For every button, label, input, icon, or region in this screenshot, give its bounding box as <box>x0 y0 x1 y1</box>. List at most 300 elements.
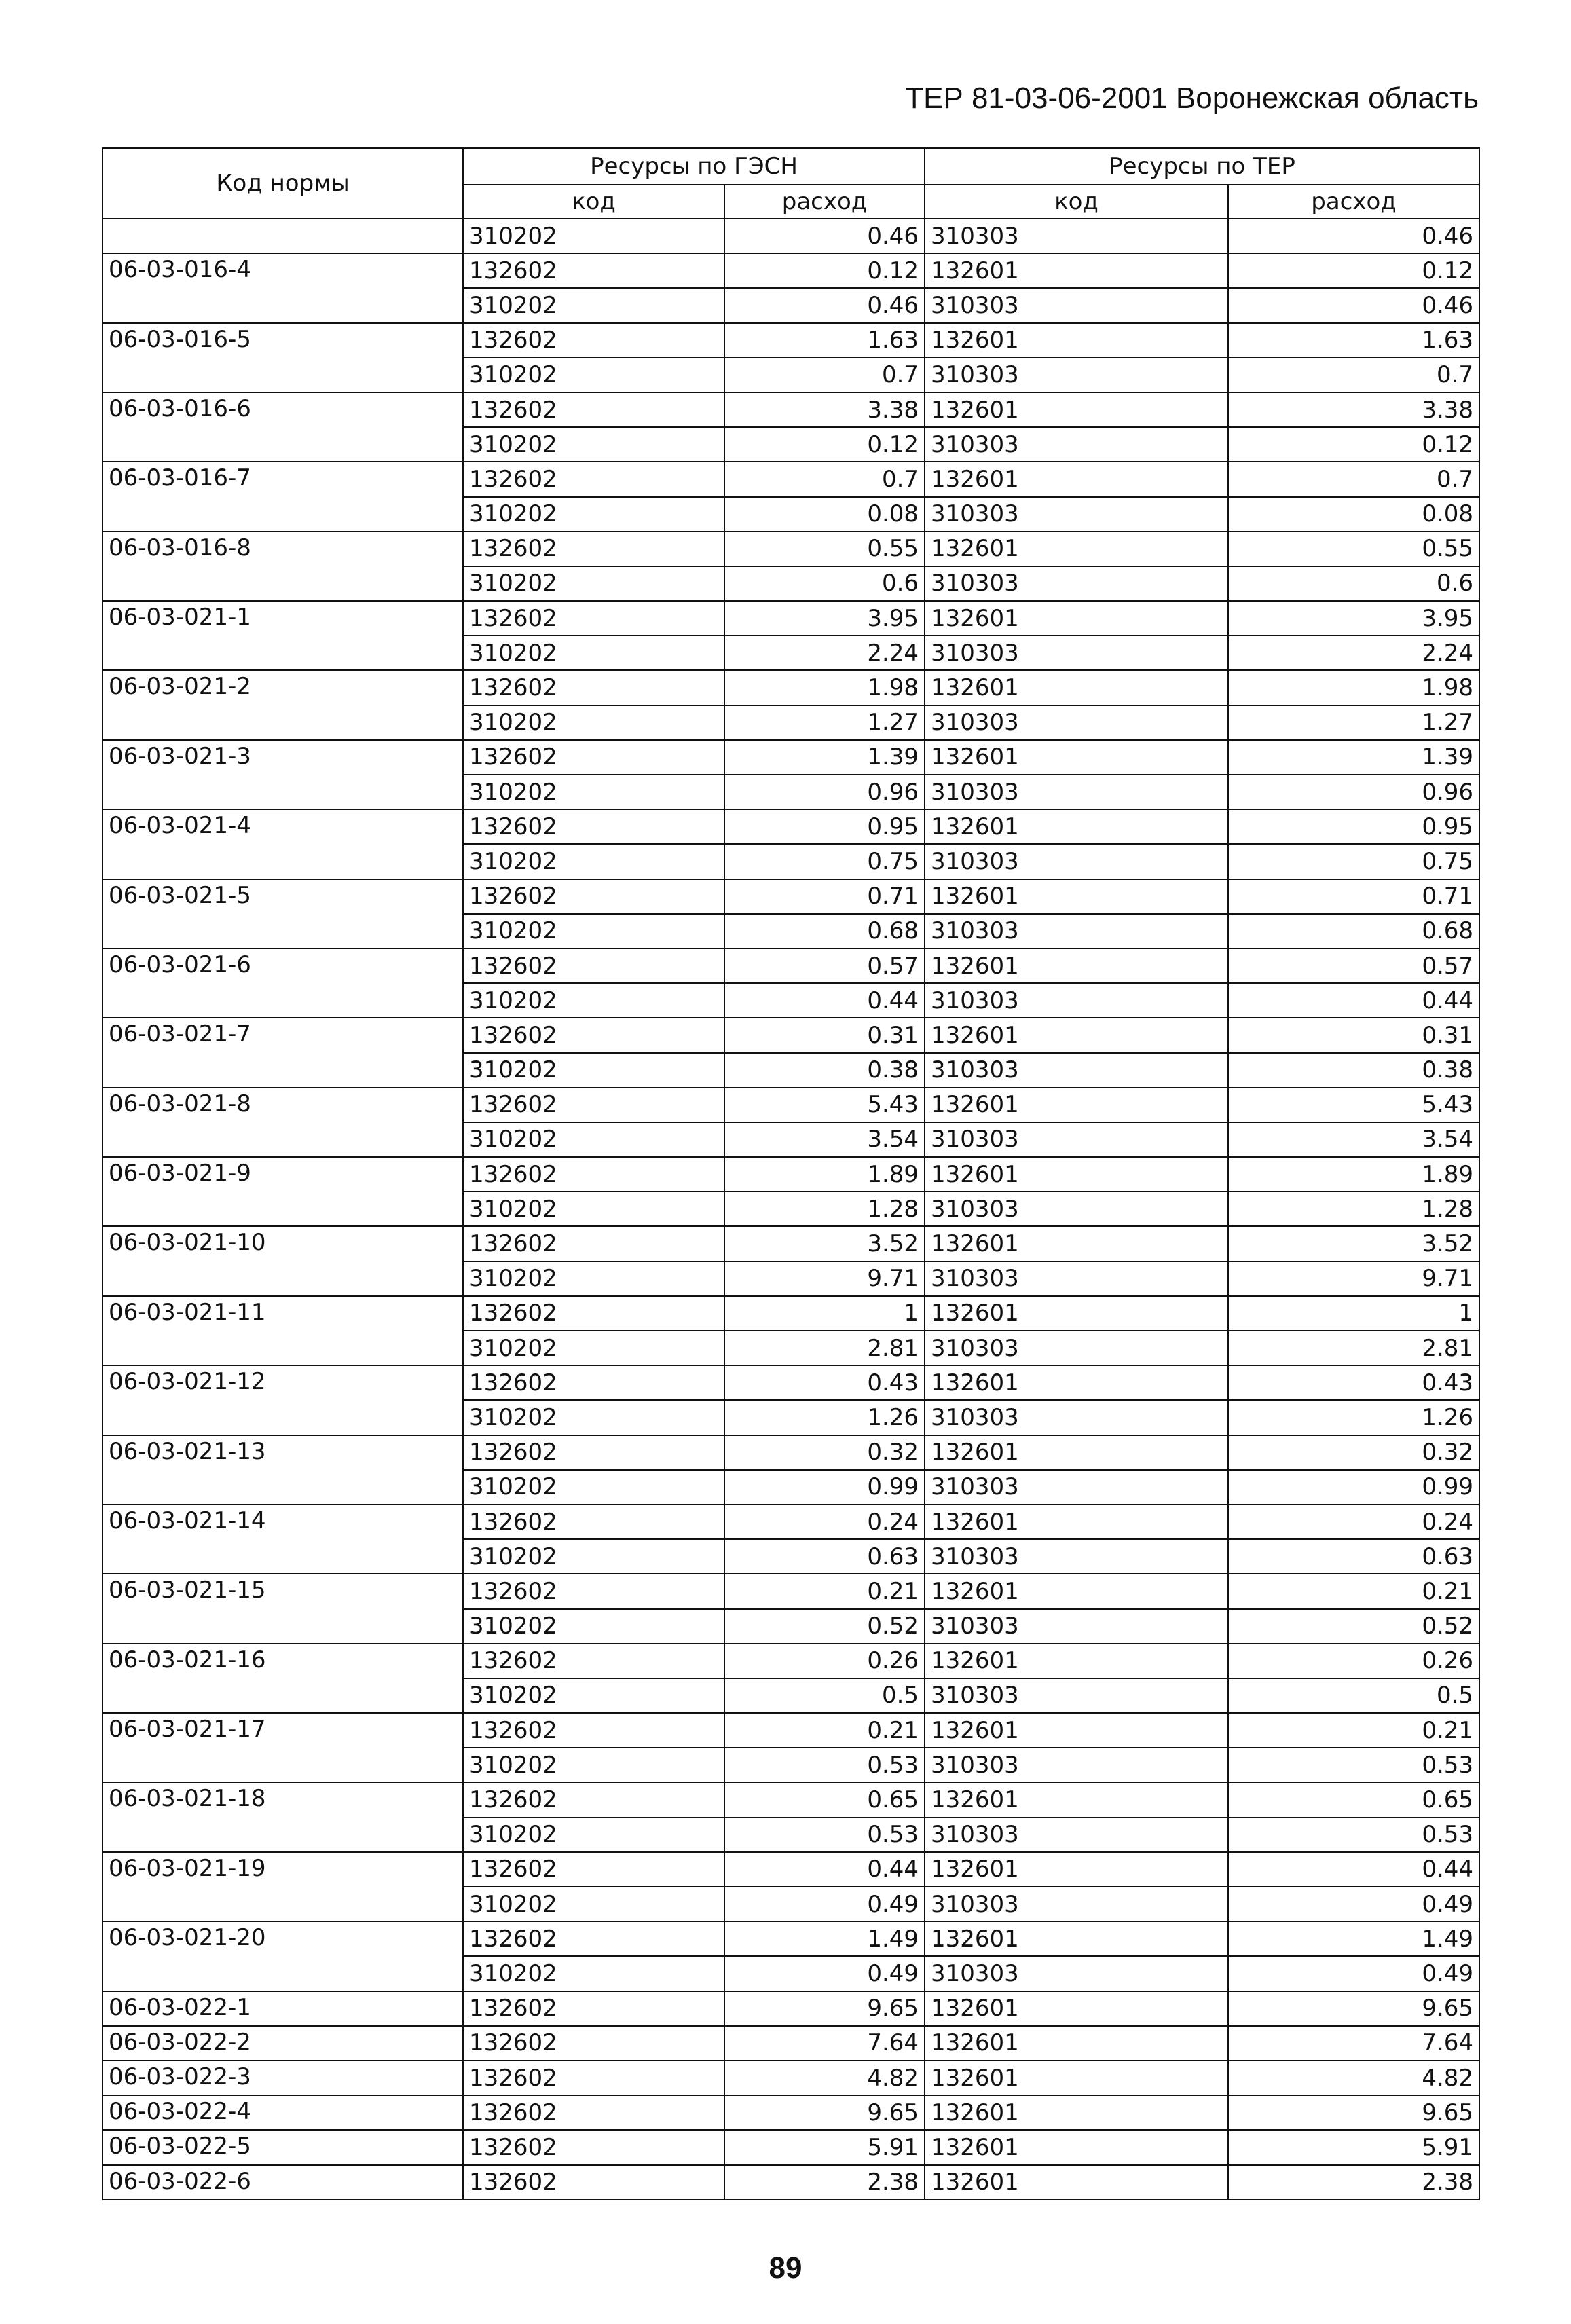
ter-code-cell: 310303 <box>925 1748 1228 1782</box>
ter-rate-cell: 2.38 <box>1228 2165 1479 2200</box>
gesn-code-cell: 132602 <box>463 253 724 288</box>
norm-code-cell: 06-03-021-2 <box>103 670 463 739</box>
ter-rate-cell: 0.75 <box>1228 844 1479 879</box>
ter-rate-cell: 0.31 <box>1228 1018 1479 1052</box>
gesn-code-cell: 132602 <box>463 1921 724 1956</box>
ter-rate-cell: 0.24 <box>1228 1505 1479 1539</box>
gesn-code-cell: 132602 <box>463 1226 724 1261</box>
gesn-rate-cell: 0.6 <box>724 566 925 601</box>
norm-code-cell: 06-03-021-9 <box>103 1157 463 1226</box>
table-row <box>103 879 1479 914</box>
gesn-rate-cell: 0.08 <box>724 497 925 532</box>
gesn-code-cell: 310202 <box>463 983 724 1018</box>
gesn-rate-cell: 1 <box>724 1296 925 1331</box>
ter-rate-cell: 0.63 <box>1228 1539 1479 1574</box>
ter-rate-cell: 2.81 <box>1228 1331 1479 1365</box>
gesn-code-cell: 310202 <box>463 914 724 948</box>
gesn-code-cell: 132602 <box>463 1157 724 1192</box>
ter-code-cell: 310303 <box>925 219 1228 253</box>
gesn-rate-cell: 1.49 <box>724 1921 925 1956</box>
gesn-code-cell: 310202 <box>463 497 724 532</box>
ter-rate-cell: 0.53 <box>1228 1748 1479 1782</box>
gesn-rate-cell: 0.53 <box>724 1748 925 1782</box>
ter-rate-cell: 9.65 <box>1228 2095 1479 2130</box>
ter-code-cell: 310303 <box>925 1400 1228 1435</box>
gesn-code-cell: 310202 <box>463 1192 724 1226</box>
ter-code-cell: 132601 <box>925 1226 1228 1261</box>
norm-code-cell: 06-03-022-1 <box>103 1991 463 2026</box>
gesn-code-cell: 132602 <box>463 879 724 914</box>
ter-rate-cell: 0.7 <box>1228 358 1479 392</box>
gesn-code-cell: 310202 <box>463 1122 724 1157</box>
ter-code-cell: 132601 <box>925 2026 1228 2061</box>
gesn-rate-cell: 0.95 <box>724 809 925 844</box>
ter-rate-cell: 0.49 <box>1228 1956 1479 1991</box>
ter-code-cell: 310303 <box>925 914 1228 948</box>
gesn-rate-cell: 5.43 <box>724 1088 925 1122</box>
gesn-code-cell: 310202 <box>463 288 724 322</box>
table-row <box>103 532 1479 566</box>
norm-code-cell: 06-03-021-18 <box>103 1782 463 1851</box>
gesn-rate-cell: 1.63 <box>724 323 925 358</box>
ter-rate-cell: 1.63 <box>1228 323 1479 358</box>
ter-rate-cell: 0.08 <box>1228 497 1479 532</box>
gesn-rate-cell: 1.98 <box>724 670 925 705</box>
norm-code-cell: 06-03-021-4 <box>103 809 463 879</box>
ter-rate-cell: 0.32 <box>1228 1435 1479 1470</box>
table-row <box>103 1365 1479 1400</box>
table-body <box>103 219 1479 2200</box>
norm-code-cell: 06-03-016-7 <box>103 462 463 531</box>
norm-code-cell: 06-03-016-4 <box>103 253 463 322</box>
ter-code-cell: 310303 <box>925 288 1228 322</box>
ter-rate-cell: 1.39 <box>1228 740 1479 775</box>
gesn-code-cell: 310202 <box>463 1678 724 1713</box>
gesn-code-cell: 310202 <box>463 1400 724 1435</box>
ter-code-cell: 132601 <box>925 1296 1228 1331</box>
ter-rate-cell: 1 <box>1228 1296 1479 1331</box>
ter-rate-cell: 0.21 <box>1228 1574 1479 1608</box>
gesn-rate-cell: 0.21 <box>724 1713 925 1748</box>
gesn-rate-cell: 9.65 <box>724 2095 925 2130</box>
gesn-code-cell: 310202 <box>463 1261 724 1296</box>
table-row <box>103 2026 1479 2061</box>
gesn-code-cell: 132602 <box>463 323 724 358</box>
norm-code-cell <box>103 219 463 253</box>
ter-code-cell: 310303 <box>925 1331 1228 1365</box>
table-row <box>103 1921 1479 1956</box>
gesn-rate-cell: 4.82 <box>724 2061 925 2095</box>
gesn-rate-cell: 0.32 <box>724 1435 925 1470</box>
ter-rate-cell: 3.38 <box>1228 392 1479 427</box>
ter-rate-cell: 0.44 <box>1228 983 1479 1018</box>
ter-rate-cell: 0.26 <box>1228 1644 1479 1678</box>
ter-rate-cell: 3.54 <box>1228 1122 1479 1157</box>
norm-code-cell: 06-03-022-6 <box>103 2165 463 2200</box>
gesn-code-cell: 310202 <box>463 219 724 253</box>
norm-code-cell: 06-03-021-19 <box>103 1852 463 1921</box>
gesn-rate-cell: 0.96 <box>724 775 925 809</box>
ter-code-cell: 310303 <box>925 497 1228 532</box>
table-row <box>103 2095 1479 2130</box>
gesn-code-cell: 132602 <box>463 532 724 566</box>
ter-rate-cell: 0.46 <box>1228 288 1479 322</box>
gesn-code-cell: 132602 <box>463 1852 724 1887</box>
gesn-code-cell: 132602 <box>463 1782 724 1817</box>
gesn-code-cell: 132602 <box>463 1574 724 1608</box>
gesn-rate-cell: 0.99 <box>724 1470 925 1505</box>
ter-rate-cell: 0.44 <box>1228 1852 1479 1887</box>
ter-code-cell: 132601 <box>925 1852 1228 1887</box>
ter-code-cell: 132601 <box>925 948 1228 983</box>
ter-code-cell: 132601 <box>925 462 1228 496</box>
ter-code-cell: 132601 <box>925 323 1228 358</box>
gesn-code-cell: 132602 <box>463 1296 724 1331</box>
ter-rate-cell: 4.82 <box>1228 2061 1479 2095</box>
norm-code-cell: 06-03-021-1 <box>103 601 463 670</box>
ter-rate-cell: 9.71 <box>1228 1261 1479 1296</box>
ter-code-cell: 310303 <box>925 1470 1228 1505</box>
ter-code-cell: 132601 <box>925 601 1228 635</box>
ter-code-cell: 310303 <box>925 635 1228 670</box>
ter-rate-cell: 0.68 <box>1228 914 1479 948</box>
gesn-code-cell: 132602 <box>463 1435 724 1470</box>
norm-code-cell: 06-03-021-7 <box>103 1018 463 1087</box>
col-header-gesn-code: код <box>463 185 724 219</box>
gesn-rate-cell: 0.7 <box>724 358 925 392</box>
ter-code-cell: 310303 <box>925 983 1228 1018</box>
ter-rate-cell: 0.57 <box>1228 948 1479 983</box>
gesn-rate-cell: 1.26 <box>724 1400 925 1435</box>
gesn-rate-cell: 3.38 <box>724 392 925 427</box>
ter-rate-cell: 0.65 <box>1228 1782 1479 1817</box>
gesn-rate-cell: 0.55 <box>724 532 925 566</box>
table-row <box>103 2130 1479 2164</box>
ter-code-cell: 132601 <box>925 809 1228 844</box>
gesn-rate-cell: 1.89 <box>724 1157 925 1192</box>
ter-code-cell: 310303 <box>925 705 1228 740</box>
gesn-code-cell: 132602 <box>463 1088 724 1122</box>
gesn-rate-cell: 0.49 <box>724 1956 925 1991</box>
ter-rate-cell: 0.99 <box>1228 1470 1479 1505</box>
ter-code-cell: 310303 <box>925 844 1228 879</box>
norm-code-cell: 06-03-021-13 <box>103 1435 463 1505</box>
norm-code-cell: 06-03-016-5 <box>103 323 463 392</box>
ter-rate-cell: 0.49 <box>1228 1887 1479 1921</box>
ter-code-cell: 132601 <box>925 253 1228 288</box>
gesn-code-cell: 132602 <box>463 601 724 635</box>
resources-table <box>102 147 1480 2200</box>
gesn-code-cell: 310202 <box>463 358 724 392</box>
ter-code-cell: 310303 <box>925 1956 1228 1991</box>
gesn-code-cell: 310202 <box>463 1818 724 1852</box>
table-row <box>103 1435 1479 1470</box>
ter-rate-cell: 1.28 <box>1228 1192 1479 1226</box>
ter-code-cell: 132601 <box>925 532 1228 566</box>
gesn-rate-cell: 0.52 <box>724 1609 925 1644</box>
norm-code-cell: 06-03-021-3 <box>103 740 463 809</box>
ter-code-cell: 310303 <box>925 358 1228 392</box>
table-row <box>103 1018 1479 1052</box>
gesn-rate-cell: 0.75 <box>724 844 925 879</box>
ter-rate-cell: 9.65 <box>1228 1991 1479 2026</box>
ter-code-cell: 132601 <box>925 670 1228 705</box>
ter-code-cell: 310303 <box>925 1053 1228 1088</box>
norm-code-cell: 06-03-022-3 <box>103 2061 463 2095</box>
ter-code-cell: 310303 <box>925 1609 1228 1644</box>
table-row <box>103 1574 1479 1608</box>
gesn-rate-cell: 9.65 <box>724 1991 925 2026</box>
gesn-code-cell: 132602 <box>463 2130 724 2164</box>
table-row <box>103 670 1479 705</box>
group-header-ter: Ресурсы по ТЕР <box>925 148 1479 185</box>
table-row <box>103 948 1479 983</box>
gesn-code-cell: 132602 <box>463 2165 724 2200</box>
gesn-rate-cell: 0.31 <box>724 1018 925 1052</box>
gesn-code-cell: 132602 <box>463 1713 724 1748</box>
norm-code-cell: 06-03-021-6 <box>103 948 463 1018</box>
table-row <box>103 1991 1479 2026</box>
ter-code-cell: 132601 <box>925 1991 1228 2026</box>
ter-rate-cell: 0.12 <box>1228 253 1479 288</box>
gesn-code-cell: 310202 <box>463 1539 724 1574</box>
gesn-rate-cell: 0.21 <box>724 1574 925 1608</box>
ter-rate-cell: 0.71 <box>1228 879 1479 914</box>
gesn-rate-cell: 0.44 <box>724 983 925 1018</box>
gesn-rate-cell: 0.38 <box>724 1053 925 1088</box>
norm-code-cell: 06-03-021-16 <box>103 1644 463 1713</box>
norm-code-cell: 06-03-021-12 <box>103 1365 463 1435</box>
gesn-code-cell: 132602 <box>463 670 724 705</box>
ter-code-cell: 132601 <box>925 2130 1228 2164</box>
ter-rate-cell: 7.64 <box>1228 2026 1479 2061</box>
table-row <box>103 2165 1479 2200</box>
table-row <box>103 1088 1479 1122</box>
table-row <box>103 809 1479 844</box>
gesn-rate-cell: 0.5 <box>724 1678 925 1713</box>
ter-code-cell: 132601 <box>925 1088 1228 1122</box>
norm-code-cell: 06-03-021-5 <box>103 879 463 948</box>
ter-code-cell: 310303 <box>925 1818 1228 1852</box>
ter-rate-cell: 0.21 <box>1228 1713 1479 1748</box>
table-row <box>103 392 1479 427</box>
gesn-code-cell: 132602 <box>463 462 724 496</box>
gesn-code-cell: 132602 <box>463 809 724 844</box>
ter-rate-cell: 1.98 <box>1228 670 1479 705</box>
gesn-code-cell: 310202 <box>463 1053 724 1088</box>
ter-rate-cell: 0.6 <box>1228 566 1479 601</box>
ter-code-cell: 132601 <box>925 1365 1228 1400</box>
ter-rate-cell: 5.43 <box>1228 1088 1479 1122</box>
gesn-rate-cell: 0.7 <box>724 462 925 496</box>
ter-code-cell: 132601 <box>925 2095 1228 2130</box>
gesn-rate-cell: 2.81 <box>724 1331 925 1365</box>
gesn-code-cell: 132602 <box>463 1991 724 2026</box>
gesn-code-cell: 310202 <box>463 775 724 809</box>
ter-code-cell: 132601 <box>925 392 1228 427</box>
ter-code-cell: 132601 <box>925 1574 1228 1608</box>
gesn-rate-cell: 1.27 <box>724 705 925 740</box>
ter-code-cell: 132601 <box>925 1921 1228 1956</box>
table-row <box>103 1852 1479 1887</box>
table-row <box>103 219 1479 253</box>
table-row <box>103 323 1479 358</box>
ter-rate-cell: 1.27 <box>1228 705 1479 740</box>
ter-code-cell: 310303 <box>925 566 1228 601</box>
gesn-code-cell: 310202 <box>463 1956 724 1991</box>
norm-code-cell: 06-03-021-20 <box>103 1921 463 1991</box>
ter-rate-cell: 0.38 <box>1228 1053 1479 1088</box>
ter-code-cell: 132601 <box>925 1644 1228 1678</box>
ter-code-cell: 310303 <box>925 1261 1228 1296</box>
norm-code-cell: 06-03-016-6 <box>103 392 463 462</box>
table-row <box>103 601 1479 635</box>
norm-code-cell: 06-03-021-11 <box>103 1296 463 1365</box>
table-row <box>103 462 1479 496</box>
gesn-rate-cell: 3.54 <box>724 1122 925 1157</box>
gesn-rate-cell: 0.65 <box>724 1782 925 1817</box>
ter-rate-cell: 5.91 <box>1228 2130 1479 2164</box>
table-row <box>103 740 1479 775</box>
gesn-code-cell: 132602 <box>463 1644 724 1678</box>
col-header-norm-code: Код нормы <box>103 148 463 219</box>
norm-code-cell: 06-03-021-15 <box>103 1574 463 1643</box>
col-header-gesn-rate: расход <box>724 185 925 219</box>
norm-code-cell: 06-03-022-2 <box>103 2026 463 2061</box>
gesn-code-cell: 132602 <box>463 740 724 775</box>
ter-code-cell: 310303 <box>925 1539 1228 1574</box>
gesn-rate-cell: 9.71 <box>724 1261 925 1296</box>
ter-rate-cell: 0.96 <box>1228 775 1479 809</box>
gesn-rate-cell: 0.46 <box>724 288 925 322</box>
gesn-rate-cell: 2.38 <box>724 2165 925 2200</box>
ter-rate-cell: 0.12 <box>1228 427 1479 462</box>
ter-rate-cell: 0.95 <box>1228 809 1479 844</box>
ter-code-cell: 310303 <box>925 1122 1228 1157</box>
gesn-code-cell: 310202 <box>463 1470 724 1505</box>
gesn-code-cell: 310202 <box>463 1331 724 1365</box>
ter-rate-cell: 0.55 <box>1228 532 1479 566</box>
table-row <box>103 2061 1479 2095</box>
ter-rate-cell: 0.7 <box>1228 462 1479 496</box>
ter-code-cell: 132601 <box>925 2165 1228 2200</box>
gesn-code-cell: 310202 <box>463 635 724 670</box>
gesn-rate-cell: 1.28 <box>724 1192 925 1226</box>
gesn-rate-cell: 2.24 <box>724 635 925 670</box>
ter-rate-cell: 3.52 <box>1228 1226 1479 1261</box>
ter-code-cell: 132601 <box>925 1157 1228 1192</box>
norm-code-cell: 06-03-021-10 <box>103 1226 463 1295</box>
gesn-rate-cell: 3.95 <box>724 601 925 635</box>
norm-code-cell: 06-03-016-8 <box>103 532 463 601</box>
ter-code-cell: 132601 <box>925 1018 1228 1052</box>
gesn-rate-cell: 0.53 <box>724 1818 925 1852</box>
table-row <box>103 1713 1479 1748</box>
ter-rate-cell: 0.5 <box>1228 1678 1479 1713</box>
ter-rate-cell: 1.49 <box>1228 1921 1479 1956</box>
gesn-rate-cell: 0.12 <box>724 253 925 288</box>
gesn-rate-cell: 1.39 <box>724 740 925 775</box>
table-row <box>103 1226 1479 1261</box>
gesn-code-cell: 310202 <box>463 1748 724 1782</box>
ter-code-cell: 310303 <box>925 427 1228 462</box>
ter-rate-cell: 3.95 <box>1228 601 1479 635</box>
ter-code-cell: 310303 <box>925 1192 1228 1226</box>
gesn-code-cell: 132602 <box>463 2061 724 2095</box>
table-row <box>103 1782 1479 1817</box>
table-row <box>103 1644 1479 1678</box>
ter-code-cell: 310303 <box>925 775 1228 809</box>
gesn-rate-cell: 0.26 <box>724 1644 925 1678</box>
gesn-code-cell: 310202 <box>463 566 724 601</box>
ter-rate-cell: 0.43 <box>1228 1365 1479 1400</box>
ter-code-cell: 310303 <box>925 1887 1228 1921</box>
ter-rate-cell: 1.89 <box>1228 1157 1479 1192</box>
col-header-ter-code: код <box>925 185 1228 219</box>
norm-code-cell: 06-03-021-17 <box>103 1713 463 1782</box>
ter-code-cell: 132601 <box>925 1713 1228 1748</box>
col-header-ter-rate: расход <box>1228 185 1479 219</box>
ter-code-cell: 132601 <box>925 2061 1228 2095</box>
norm-code-cell: 06-03-022-5 <box>103 2130 463 2164</box>
table-row <box>103 1296 1479 1331</box>
ter-code-cell: 310303 <box>925 1678 1228 1713</box>
gesn-code-cell: 132602 <box>463 2026 724 2061</box>
ter-code-cell: 132601 <box>925 879 1228 914</box>
ter-code-cell: 132601 <box>925 740 1228 775</box>
ter-rate-cell: 0.53 <box>1228 1818 1479 1852</box>
document-header: ТЕР 81-03-06-2001 Воронежская область <box>905 81 1479 115</box>
gesn-code-cell: 310202 <box>463 705 724 740</box>
gesn-code-cell: 310202 <box>463 1887 724 1921</box>
gesn-rate-cell: 0.71 <box>724 879 925 914</box>
gesn-code-cell: 132602 <box>463 392 724 427</box>
gesn-code-cell: 132602 <box>463 948 724 983</box>
ter-rate-cell: 2.24 <box>1228 635 1479 670</box>
ter-code-cell: 132601 <box>925 1505 1228 1539</box>
gesn-rate-cell: 0.43 <box>724 1365 925 1400</box>
gesn-rate-cell: 0.46 <box>724 219 925 253</box>
gesn-rate-cell: 0.49 <box>724 1887 925 1921</box>
ter-code-cell: 132601 <box>925 1782 1228 1817</box>
norm-code-cell: 06-03-021-14 <box>103 1505 463 1574</box>
gesn-rate-cell: 7.64 <box>724 2026 925 2061</box>
ter-rate-cell: 0.46 <box>1228 219 1479 253</box>
gesn-code-cell: 132602 <box>463 1365 724 1400</box>
norm-code-cell: 06-03-022-4 <box>103 2095 463 2130</box>
group-header-gesn: Ресурсы по ГЭСН <box>463 148 925 185</box>
gesn-code-cell: 132602 <box>463 2095 724 2130</box>
table-row <box>103 253 1479 288</box>
gesn-rate-cell: 0.63 <box>724 1539 925 1574</box>
table-row <box>103 1505 1479 1539</box>
gesn-code-cell: 310202 <box>463 1609 724 1644</box>
gesn-code-cell: 310202 <box>463 844 724 879</box>
gesn-code-cell: 132602 <box>463 1505 724 1539</box>
gesn-rate-cell: 0.68 <box>724 914 925 948</box>
gesn-rate-cell: 3.52 <box>724 1226 925 1261</box>
gesn-rate-cell: 5.91 <box>724 2130 925 2164</box>
ter-rate-cell: 0.52 <box>1228 1609 1479 1644</box>
norm-code-cell: 06-03-021-8 <box>103 1088 463 1157</box>
ter-rate-cell: 1.26 <box>1228 1400 1479 1435</box>
table-row <box>103 1157 1479 1192</box>
gesn-rate-cell: 0.57 <box>724 948 925 983</box>
gesn-code-cell: 132602 <box>463 1018 724 1052</box>
gesn-code-cell: 310202 <box>463 427 724 462</box>
ter-code-cell: 132601 <box>925 1435 1228 1470</box>
gesn-rate-cell: 0.44 <box>724 1852 925 1887</box>
